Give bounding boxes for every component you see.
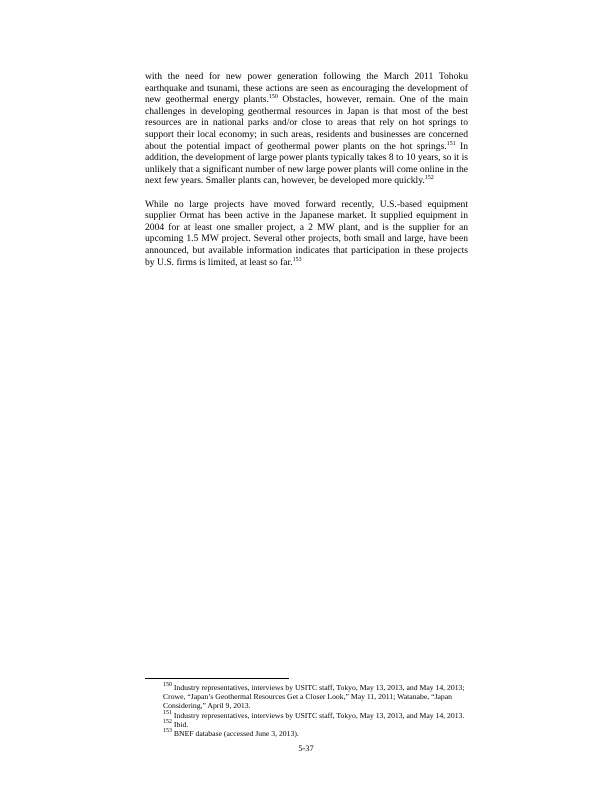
footnote-separator — [145, 678, 289, 679]
paragraph — [145, 71, 468, 187]
footnote-number: 152 — [163, 718, 172, 725]
text-run: Obstacles, however, remain. One of the main challenges in developing geothermal resources in Japan is that most of the best resources are in national parks and/or close to areas that rely on hot springs to support their local economy; in such areas, residents and businesses are concerned about the potential impact of geothermal power plants on the hot springs. — [145, 94, 468, 152]
footnote-text: BNEF database (accessed June 3, 2013). — [173, 729, 299, 739]
footnote-number: 150 — [163, 682, 172, 688]
footnote-text: Industry representatives, interviews by USITC staff, Tokyo, May 13, 2013, and May 14, 2013; Crowe, “Japan’s Geothermal Resources Get a Closer Look,” May 11, 2011; Watanabe, “Japan Considering,” April 9, 2013. — [163, 683, 465, 711]
footnote-ref[interactable]: 150 — [268, 94, 278, 101]
page-number: 5-37 — [298, 744, 314, 753]
footnote-text: Ibid. — [173, 719, 189, 729]
footnote — [145, 729, 468, 738]
text-run: In addition, the development of large power plants typically takes 8 to 10 years, so it is unlikely that a significant number of new large power plants will come online in the next few years. Smaller plants can, however, be developed more quickly. — [145, 140, 469, 187]
footnote-ref[interactable]: 153 — [292, 256, 302, 263]
footnote-number: 151 — [163, 709, 172, 716]
footnote-number: 153 — [163, 728, 172, 735]
footnotes — [145, 683, 468, 738]
footnote-ref[interactable]: 151 — [446, 140, 456, 147]
body-text — [145, 71, 468, 280]
footnote — [145, 711, 468, 720]
text-run: While no large projects have moved forward recently, U.S.-based equipment supplier Ormat has been active in the Japanese market. It supplied equipment in 2004 for at least one smaller project, a 2 MW plant, and is the supplier for an upcoming 1.5 MW project. Several other projects, both small and large, have been announced, but available information indicates that participation in these projects by U.S. firms is limited, at least so far. — [145, 198, 468, 268]
footnote — [145, 720, 468, 729]
footnote-ref[interactable]: 152 — [424, 175, 434, 182]
footnote-text: Industry representatives, interviews by USITC staff, Tokyo, May 13, 2013, and May 14, 2013. — [173, 710, 465, 720]
footnote — [145, 683, 468, 711]
paragraph — [145, 199, 468, 269]
text-run: with the need for new power generation following the March 2011 Tohoku earthquake and tsunami, these actions are seen as encouraging the development of new geothermal energy plants. — [145, 71, 468, 106]
